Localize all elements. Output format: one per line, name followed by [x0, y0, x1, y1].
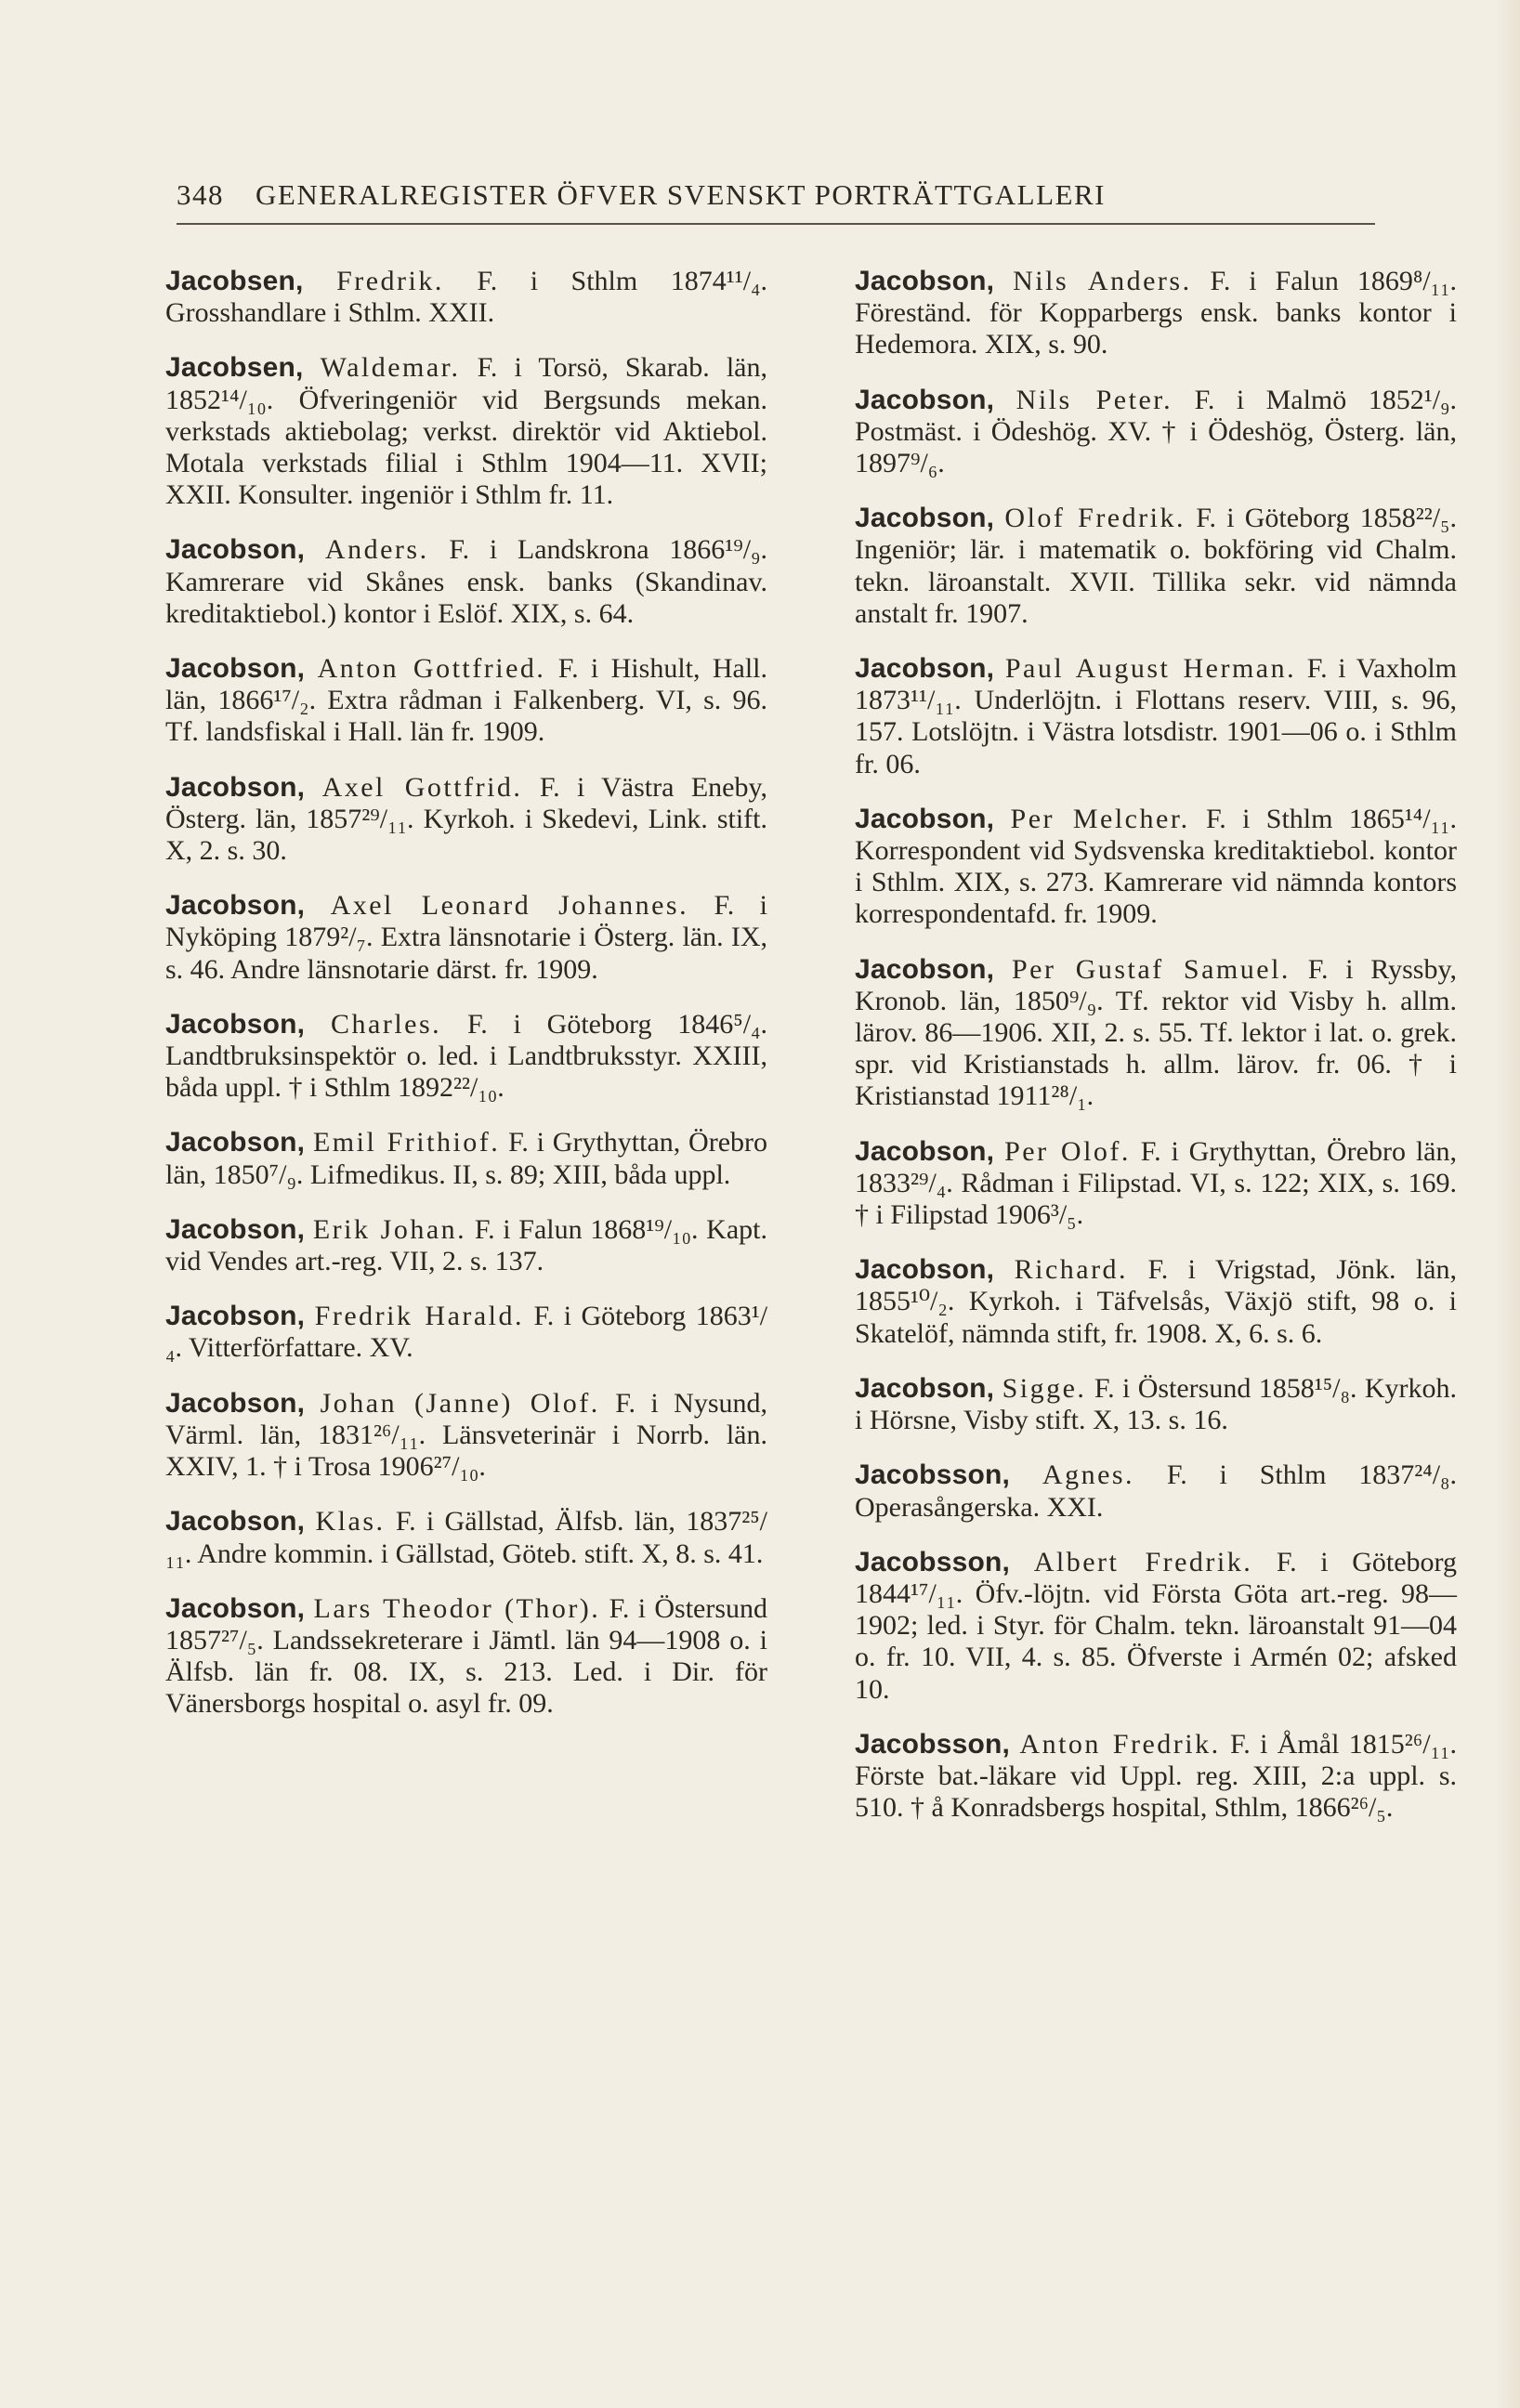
entry-given-names: Paul August Herman. [1004, 653, 1297, 685]
entry-surname: Jacobsson, [855, 1459, 1011, 1491]
entry-text: F. i Grythyttan, Örebro län, 1833²⁹/₄. Rådman i Filipstad. VI, s. 122; XIX, s. 169. † i Filipstad 1906³/₅. [855, 1135, 1457, 1231]
entry-text: F. i Östersund 1858¹⁵/₈. Kyrkoh. i Hörsne, Visby stift. X, 13. s. 16. [855, 1372, 1458, 1436]
entry-given-names: Fredrik Harald. [314, 1301, 525, 1332]
entry-surname: Jacobsen, [165, 352, 304, 384]
register-entry [165, 1214, 767, 1277]
register-entry [855, 1373, 1457, 1436]
register-entry [165, 1593, 767, 1721]
register-entry [855, 1729, 1457, 1825]
entry-surname: Jacobson, [165, 1301, 306, 1332]
entry-given-names: Axel Leonard Johannes. [330, 890, 689, 922]
entry-given-names: Olof Fredrik. [1004, 503, 1186, 534]
entry-text: F. i Åmål 1815²⁶/₁₁. Förste bat.-läkare vid Uppl. reg. XIII, 2:a uppl. s. 510. † å Konradsbergs hospital, Sthlm, 1866²⁶/₅. [855, 1728, 1457, 1824]
entry-text: F. i Göteborg 1863¹/₄. Vitterförfattare. XV. [165, 1301, 768, 1364]
register-entry [165, 1009, 767, 1105]
entry-surname: Jacobsson, [855, 1546, 1011, 1577]
entry-text: F. i Ryssby, Kronob. län, 1850⁹/₉. Tf. rektor vid Visby h. allm. lärov. 86—1906. XII, 2. s. 55. Tf. lektor i lat. o. grek. spr. vid Kristianstads h. allm. lärov. fr. 06. † i Kristianstad 1911²⁸/₁. [855, 953, 1458, 1112]
register-entry [165, 653, 767, 749]
register-entry [855, 1136, 1457, 1232]
entry-given-names: Waldemar. [320, 352, 461, 384]
entry-given-names: Per Melcher. [1010, 803, 1190, 834]
register-entry [165, 534, 767, 630]
entry-text: F. i Sthlm 1874¹¹/₄. Grosshandlare i Sthlm. XXII. [165, 266, 768, 329]
header-rule [177, 223, 1375, 225]
entry-given-names: Anton Fredrik. [1019, 1728, 1221, 1760]
running-header [177, 178, 1375, 212]
entry-surname: Jacobson, [165, 1592, 306, 1624]
entry-surname: Jacobson, [165, 890, 306, 922]
entry-text: F. i Vrigstad, Jönk. län, 1855¹⁰/₂. Kyrkoh. i Täfvelsås, Växjö stift, 98 o. i Skatelöf, nämnda stift, fr. 1908. X, 6. s. 6. [855, 1254, 1457, 1349]
register-entry [165, 1127, 767, 1190]
entry-text: F. i Gällstad, Älfsb. län, 1837²⁵/₁₁. Andre kommin. i Gällstad, Göteb. stift. X, 8. s. 41. [165, 1506, 768, 1569]
entry-given-names: Agnes. [1042, 1459, 1135, 1491]
entry-given-names: Klas. [315, 1506, 386, 1538]
entry-text: F. i Grythyttan, Örebro län, 1850⁷/₉. Lifmedikus. II, s. 89; XIII, båda uppl. [165, 1127, 768, 1190]
entry-given-names: Per Olof. [1004, 1135, 1131, 1167]
entry-surname: Jacobson, [855, 953, 995, 985]
entry-text: F. i Göteborg 1844¹⁷/₁₁. Öfv.-löjtn. vid Första Göta art.-reg. 98—1902; led. i Styr. för Chalm. tekn. läroanstalt 91—04 o. fr. 10. VII, 4. s. 85. Öfverste i Armén 02; afsked 10. [855, 1546, 1458, 1705]
register-entry [165, 1388, 767, 1484]
entry-surname: Jacobson, [855, 1254, 995, 1286]
entry-given-names: Albert Fredrik. [1033, 1546, 1253, 1577]
register-entry [855, 385, 1457, 480]
entry-given-names: Anton Gottfried. [317, 653, 546, 685]
register-entry [165, 1506, 767, 1569]
entry-text: F. i Hishult, Hall. län, 1866¹⁷/₂. Extra rådman i Falkenberg. VI, s. 96. Tf. landsfiskal i Hall. län fr. 1909. [165, 653, 768, 748]
register-entry [165, 266, 767, 329]
entry-given-names: Nils Anders. [1013, 266, 1192, 296]
entry-surname: Jacobson, [165, 1387, 306, 1419]
entry-given-names: Erik Johan. [312, 1213, 467, 1245]
left-column [165, 266, 767, 1744]
entry-given-names: Fredrik. [336, 266, 444, 296]
page-number: 348 [177, 178, 224, 211]
entry-text: F. i Vaxholm 1873¹¹/₁₁. Underlöjtn. i Flottans reserv. VIII, s. 96, 157. Lotslöjtn. i Västra lotsdistr. 1901—06 o. i Sthlm fr. 06. [855, 653, 1458, 779]
entry-surname: Jacobson, [855, 266, 995, 296]
entry-given-names: Nils Peter. [1016, 384, 1173, 415]
register-entry [855, 804, 1457, 931]
entry-surname: Jacobson, [165, 1213, 306, 1245]
entry-surname: Jacobson, [165, 534, 306, 566]
entry-surname: Jacobson, [855, 384, 995, 415]
entry-text: F. i Falun 1869⁸/₁₁. Föreständ. för Kopparbergs ensk. banks kontor i Hedemora. XIX, s. 90. [855, 266, 1458, 360]
entry-given-names: Sigge. [1002, 1372, 1087, 1404]
register-entry [855, 653, 1457, 780]
entry-given-names: Per Gustaf Samuel. [1011, 953, 1291, 985]
entry-given-names: Richard. [1014, 1254, 1129, 1286]
entry-surname: Jacobson, [855, 803, 995, 834]
header-title: GENERALREGISTER ÖFVER SVENSKT PORTRÄTTGALLERI [256, 178, 1106, 211]
entry-text: F. i Landskrona 1866¹⁹/₉. Kamrerare vid Skånes ensk. banks (Skandinav. kreditaktiebol.) kontor i Eslöf. XIX, s. 64. [165, 534, 767, 629]
register-entry [855, 503, 1457, 630]
entry-surname: Jacobson, [165, 771, 306, 803]
register-entry [855, 954, 1457, 1113]
entry-given-names: Johan (Janne) Olof. [320, 1387, 600, 1419]
entry-text: F. i Östersund 1857²⁷/₅. Landssekreterare i Jämtl. län 94—1908 o. i Älfsb. län fr. 08. IX, s. 213. Led. i Dir. för Vänersborgs hospital o. asyl fr. 09. [165, 1592, 768, 1720]
entry-text: F. i Nyköping 1879²/₇. Extra länsnotarie i Österg. län. IX, s. 46. Andre länsnotarie därst. fr. 1909. [165, 890, 768, 985]
page-edge [1494, 0, 1520, 2408]
register-entry [855, 1547, 1457, 1706]
right-column [855, 266, 1457, 1847]
entry-text: F. i Göteborg 1846⁵/₄. Landtbruksinspektör o. led. i Landtbruksstyr. XXIII, båda uppl. † i Sthlm 1892²²/₁₀. [165, 1008, 768, 1104]
entry-text: F. i Sthlm 1865¹⁴/₁₁. Korrespondent vid Sydsvenska kreditaktiebol. kontor i Sthlm. XIX, s. 273. Kamrerare vid nämnda kontors korrespondentafd. fr. 1909. [855, 803, 1458, 930]
register-entry [165, 890, 767, 986]
register-entry [165, 1301, 767, 1364]
entry-surname: Jacobsen, [165, 266, 304, 296]
entry-surname: Jacobson, [855, 503, 995, 534]
register-entry [855, 266, 1457, 361]
entry-given-names: Anders. [324, 534, 429, 566]
entry-surname: Jacobson, [855, 653, 995, 685]
entry-text: F. i Malmö 1852¹/₉. Postmäst. i Ödeshög. XV. † i Ödeshög, Österg. län, 1897⁹/₆. [855, 384, 1458, 479]
register-entry [855, 1459, 1457, 1523]
entry-surname: Jacobsson, [855, 1728, 1011, 1760]
entry-surname: Jacobson, [165, 1008, 306, 1040]
entry-text: F. i Falun 1868¹⁹/₁₀. Kapt. vid Vendes art.-reg. VII, 2. s. 137. [165, 1213, 767, 1277]
entry-surname: Jacobson, [855, 1372, 995, 1404]
entry-text: F. i Göteborg 1858²²/₅. Ingeniör; lär. i matematik o. bokföring vid Chalm. tekn. läroanstalt. XVII. Tillika sekr. vid nämnda anstalt fr. 1907. [855, 503, 1458, 629]
entry-surname: Jacobson, [165, 1506, 306, 1538]
register-entry [165, 772, 767, 868]
register-entry [165, 352, 767, 511]
entry-surname: Jacobson, [855, 1135, 995, 1167]
entry-given-names: Lars Theodor (Thor). [313, 1592, 601, 1624]
entry-text: F. i Nysund, Värml. län, 1831²⁶/₁₁. Länsveterinär i Norrb. län. XXIV, 1. † i Trosa 1906²⁷/₁₀. [165, 1387, 767, 1483]
entry-given-names: Charles. [331, 1008, 442, 1040]
entry-surname: Jacobson, [165, 653, 306, 685]
entry-text: F. i Torsö, Skarab. län, 1852¹⁴/₁₀. Öfveringeniör vid Bergsunds mekan. verkstads aktiebolag; verkst. direktör vid Aktiebol. Motala verkstads filial i Sthlm 1904—11. XVII; XXII. Konsulter. ingeniör i Sthlm fr. 11. [165, 352, 767, 511]
entry-given-names: Emil Frithiof. [312, 1127, 501, 1158]
register-entry [855, 1254, 1457, 1350]
entry-text: F. i Västra Eneby, Österg. län, 1857²⁹/₁₁. Kyrkoh. i Skedevi, Link. stift. X, 2. s. 30. [165, 771, 768, 867]
entry-surname: Jacobson, [165, 1127, 306, 1158]
entry-given-names: Axel Gottfrid. [321, 771, 523, 803]
entry-text: F. i Sthlm 1837²⁴/₈. Operasångerska. XXI. [855, 1459, 1457, 1523]
